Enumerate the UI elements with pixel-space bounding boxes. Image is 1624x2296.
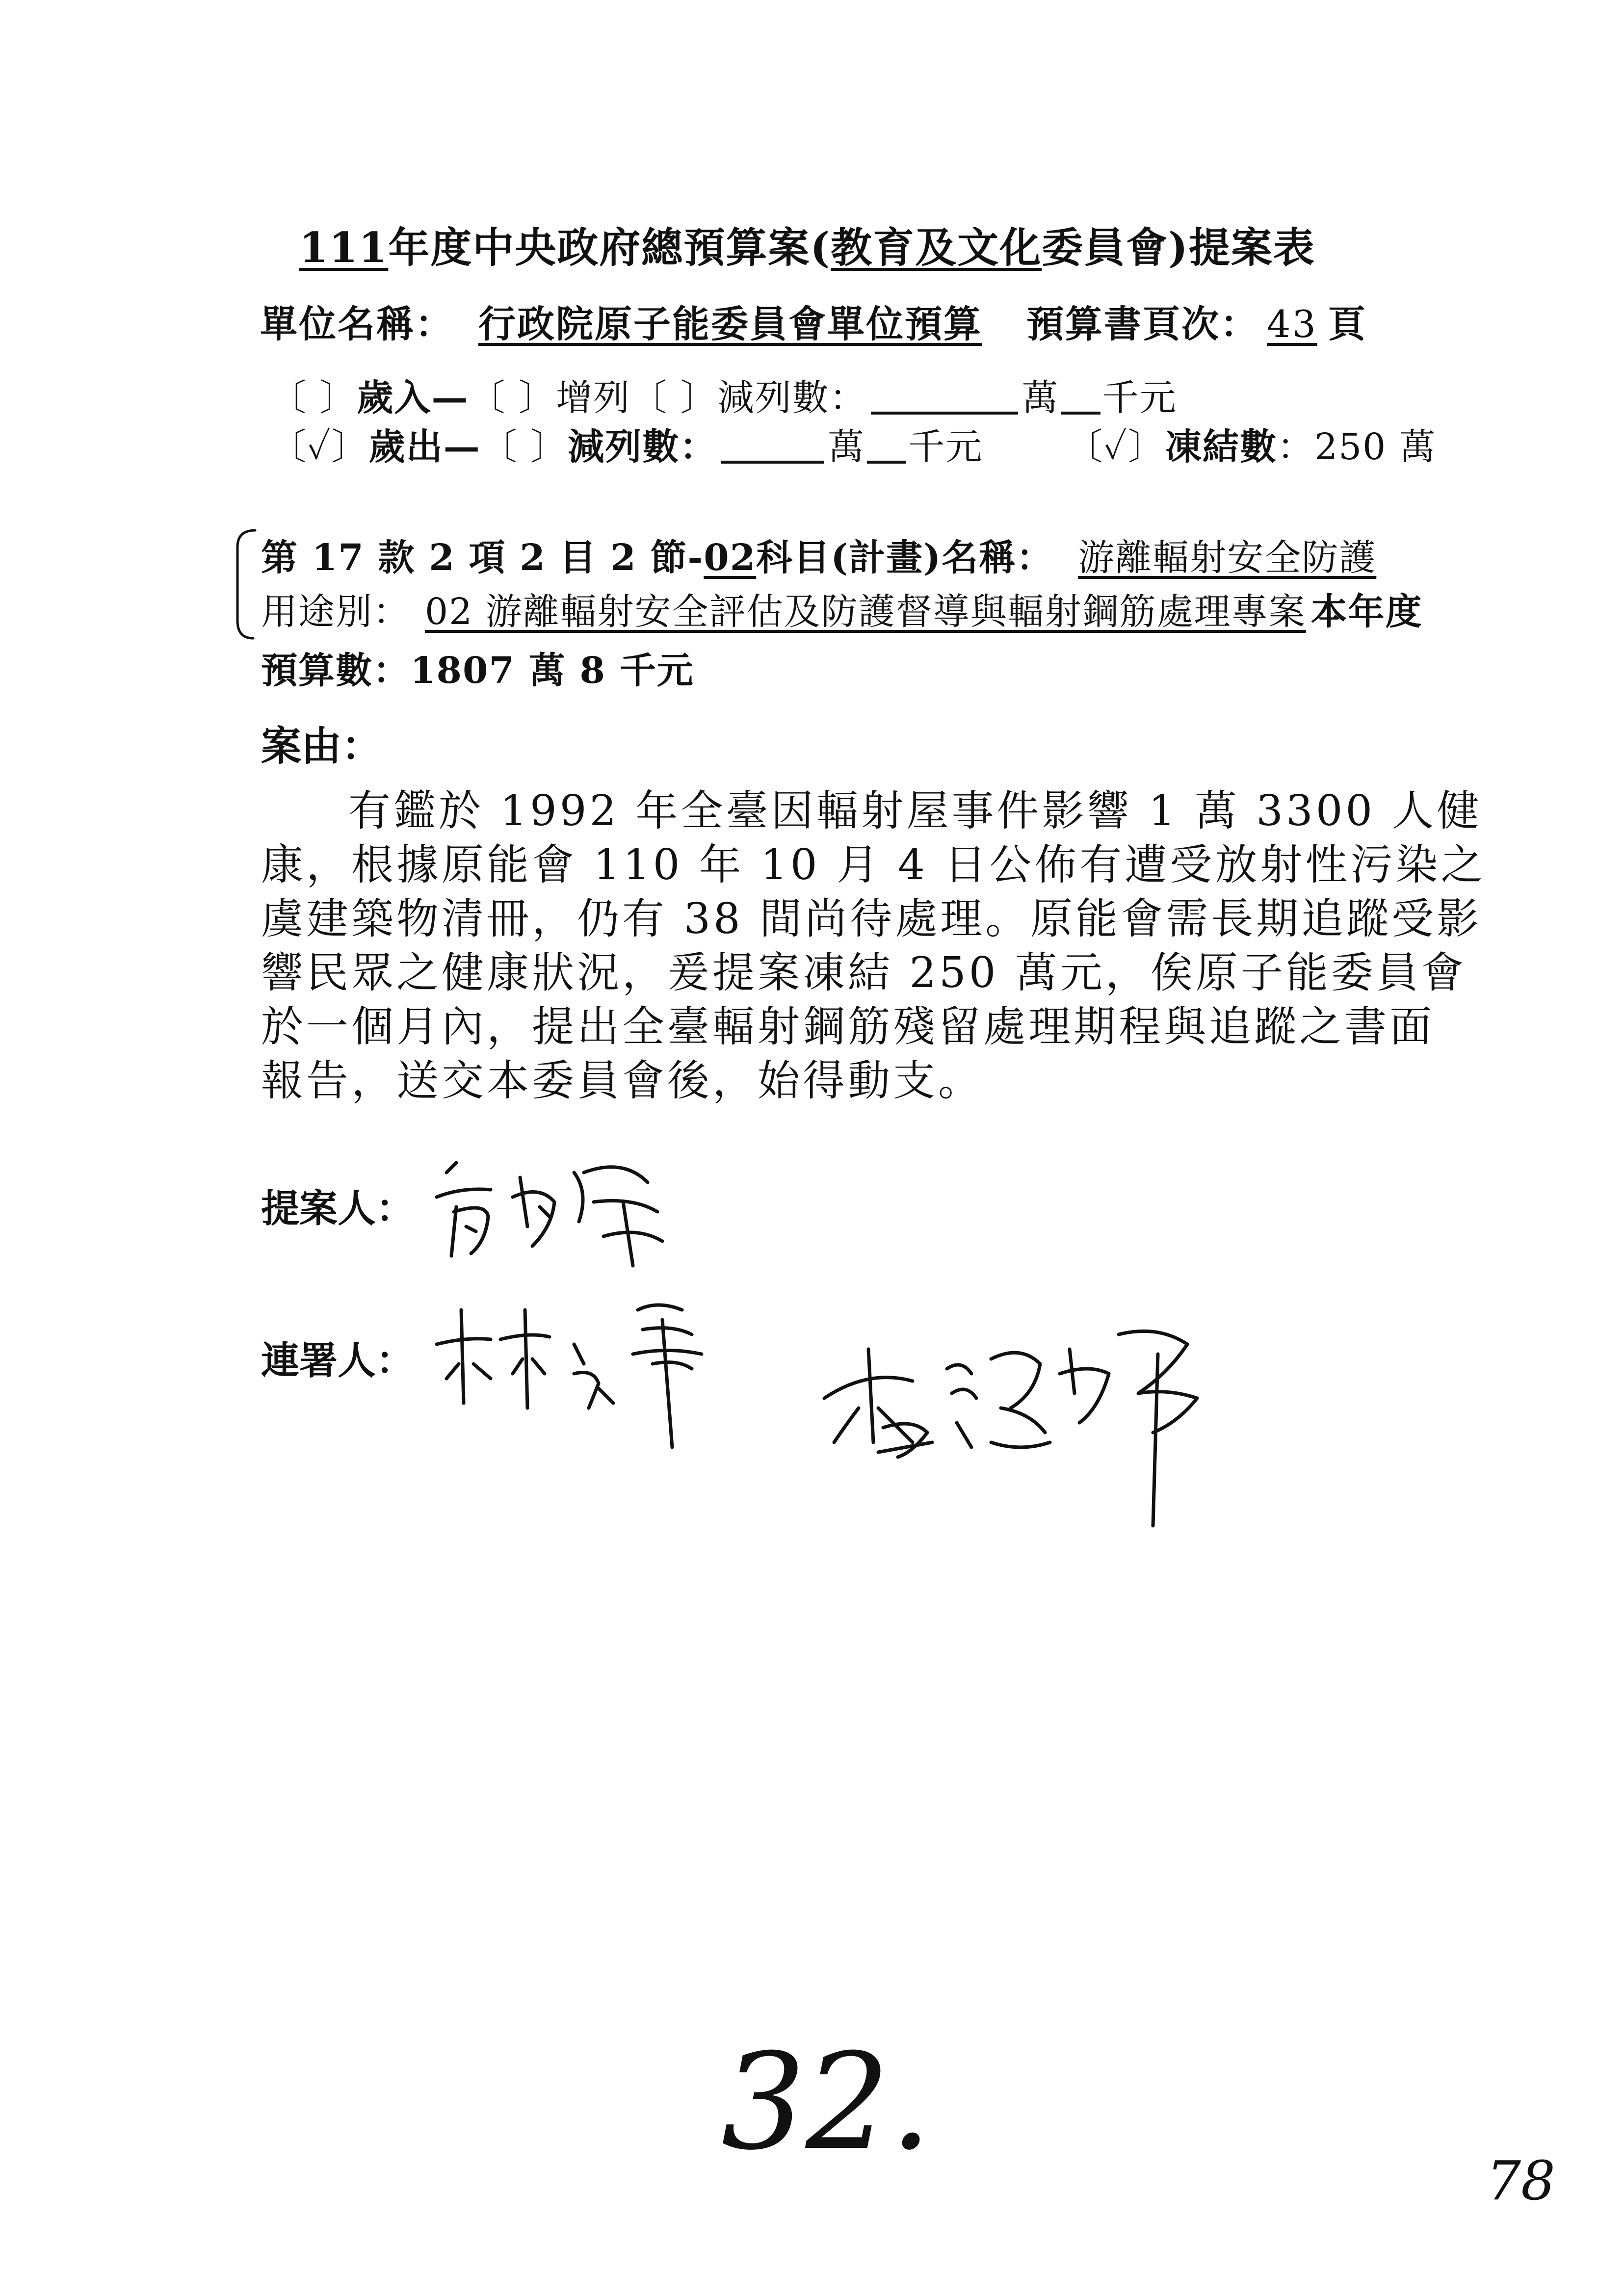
item-bracket <box>231 527 260 643</box>
unit-value: 行政院原子能委員會單位預算 <box>478 302 982 346</box>
revenue-checkbox: 〔 〕 <box>270 377 357 419</box>
item-subject-name: 游離輻射安全防護 <box>1078 537 1377 579</box>
proposer-label: 提案人： <box>261 1186 415 1231</box>
expenditure-qian-blank <box>867 424 906 464</box>
revenue-qian: 千元 <box>1102 377 1177 419</box>
freeze-value: ：250 萬 <box>1277 426 1437 469</box>
expenditure-label: 歲出— <box>368 426 481 469</box>
freeze-label: 凍結數 <box>1165 426 1277 469</box>
budget-value: 1807 萬 8 千元 <box>410 650 694 692</box>
expenditure-decrease-label: 減列數： <box>568 426 717 469</box>
expenditure-qian: 千元 <box>908 426 983 469</box>
expenditure-wan-blank <box>721 424 824 464</box>
cosigner-signature-1 <box>427 1290 721 1457</box>
revenue-label: 歲入— <box>357 377 469 419</box>
title-committee: 教育及文化 <box>831 223 1042 272</box>
item-subject-row <box>261 537 1396 579</box>
item-subject-code: 02 <box>704 537 757 579</box>
reason-line: 康，根據原能會 110 年 10 月 4 日公佈有遭受放射性污染之 <box>261 840 1486 889</box>
page-number: 32. <box>721 2025 932 2179</box>
unit-label: 單位名稱： <box>260 302 454 346</box>
page-label: 預算書頁次： <box>1026 302 1259 346</box>
page-suffix: 頁 <box>1328 302 1367 346</box>
freeze-checkbox: 〔✓〕 <box>1066 426 1165 469</box>
document-title <box>299 223 1315 272</box>
expenditure-wan: 萬 <box>828 426 865 469</box>
expenditure-row <box>270 424 1437 469</box>
page-value: 43 <box>1267 302 1317 346</box>
revenue-increase-label: 增列 <box>556 377 631 419</box>
budget-label: 預算數： <box>261 650 410 692</box>
item-subject-label: 科目(計畫)名稱： <box>756 537 1054 579</box>
title-year: 111 <box>299 223 389 272</box>
usage-value: 02 游離輻射安全評估及防護督導與輻射鋼筋處理專案 <box>425 591 1306 633</box>
reason-line: 有鑑於 1992 年全臺因輻射屋事件影響 1 萬 3300 人健 <box>348 786 1482 835</box>
revenue-decrease-checkbox: 〔 〕 <box>630 377 718 419</box>
revenue-wan-blank <box>871 375 1018 415</box>
corner-page-number: 78 <box>1487 2149 1555 2212</box>
reason-line: 報告，送交本委員會後，始得動支。 <box>261 1056 983 1105</box>
year-label: 本年度 <box>1310 591 1423 633</box>
proposer-signature <box>427 1143 702 1271</box>
budget-row <box>261 650 694 692</box>
reason-line: 於一個月內，提出全臺輻射鋼筋殘留處理期程與追蹤之書面 <box>261 1002 1435 1051</box>
reason-label: 案由： <box>261 723 382 770</box>
item-prefix: 第 17 款 2 項 2 目 2 節- <box>261 537 704 579</box>
unit-row <box>260 302 1367 346</box>
revenue-row <box>270 375 1177 419</box>
title-part2: 委員會)提案表 <box>1042 223 1315 272</box>
revenue-increase-checkbox: 〔 〕 <box>469 377 556 419</box>
reason-line: 虞建築物清冊，仍有 38 間尚待處理。原能會需長期追蹤受影 <box>261 894 1482 943</box>
revenue-decrease-label: 減列數： <box>717 377 867 419</box>
cosigner-label: 連署人： <box>261 1338 415 1383</box>
reason-line: 響民眾之健康狀況，爰提案凍結 250 萬元，俟原子能委員會 <box>261 948 1467 997</box>
revenue-wan: 萬 <box>1022 377 1059 419</box>
expenditure-decrease-checkbox: 〔 〕 <box>480 426 568 469</box>
expenditure-checkbox: 〔✓〕 <box>270 426 369 469</box>
usage-label: 用途別： <box>261 591 410 633</box>
title-part1: 年度中央政府總預算案( <box>388 223 831 272</box>
cosigner-signature-2 <box>814 1295 1241 1526</box>
revenue-qian-blank <box>1061 375 1100 415</box>
item-usage-row <box>261 591 1423 633</box>
